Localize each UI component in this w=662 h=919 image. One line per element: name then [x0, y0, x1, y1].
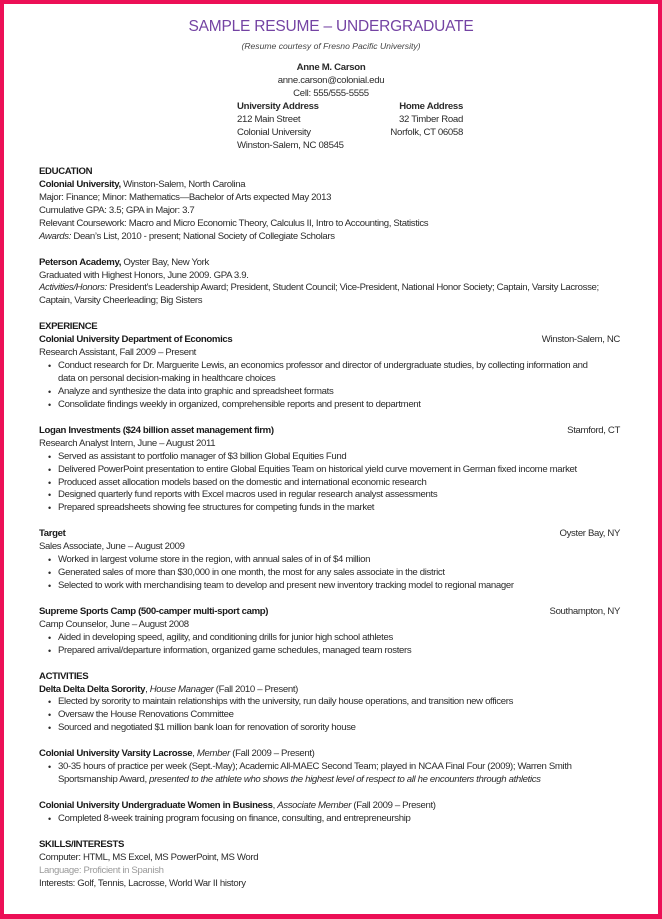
- section-heading: EDUCATION: [39, 166, 93, 177]
- bullet-item: • Elected by sorority to maintain relationships with the university, run daily house operations, and transition new officers: [58, 696, 620, 709]
- job-entry: [39, 606, 620, 658]
- candidate-name: Anne M. Carson: [296, 62, 366, 73]
- home-address-line: 32 Timber Road: [398, 113, 463, 125]
- activity-org: Colonial University Varsity Lacrosse: [39, 748, 193, 760]
- school-name: Peterson Academy,: [39, 256, 122, 268]
- education-activities: [39, 282, 620, 295]
- address-block: [237, 101, 463, 153]
- bullet-item: • Designed quarterly fund reports with Excel macros used in regular research analyst assessments: [58, 489, 620, 502]
- activity-dates: (Fall 2009 – Present): [351, 799, 436, 811]
- bullet-item: • Analyze and synthesize the data into graphic and spreadsheet formats: [58, 386, 620, 399]
- activity-role: Associate Member: [277, 799, 352, 811]
- job-org: Logan Investments ($24 billion asset management firm): [39, 424, 274, 436]
- section-heading: EXPERIENCE: [39, 321, 98, 333]
- activity-entry: Delta Delta Delta Sorority, House Manager (Fall 2010 – Present) • Elected by sorority to maintain relationships with the university, run daily house operations, and transition new officers • Oversaw the House Renovations Committee • Sourced and negotiated $1 million bank loan for renovation of sorority house: [39, 684, 620, 736]
- skills-section: [39, 839, 620, 891]
- education-awards: [39, 231, 620, 244]
- job-bullets: [39, 360, 620, 412]
- bullet-item: • Selected to work with merchandising team to develop and present new inventory tracking model to regional manager: [58, 580, 620, 593]
- bullet-item: • Delivered PowerPoint presentation to entire Global Equities Team on historical yield curve movement in German fixed income market: [58, 464, 620, 477]
- education-section: [39, 166, 620, 308]
- bullet-item: • Consolidate findings weekly in organized, comprehensible reports and present to department: [58, 399, 620, 412]
- bullet-item: • Completed 8-week training program focusing on finance, consulting, and entrepreneurship: [58, 813, 620, 826]
- skills-computer: Computer: HTML, MS Excel, MS PowerPoint, MS Word: [39, 851, 259, 863]
- bullet-item: • Conduct research for Dr. Marguerite Lewis, an economics professor and director of undergraduate studies, by collecting information and: [58, 360, 620, 373]
- job-entry: [39, 425, 620, 516]
- job-location: Stamford, CT: [567, 424, 620, 436]
- activity-bullets: [39, 813, 620, 826]
- job-entry: [39, 334, 620, 412]
- school-location: Winston-Salem, North Carolina: [120, 178, 246, 190]
- job-org: Supreme Sports Camp (500-camper multi-sport camp): [39, 605, 269, 617]
- home-address-line: Norfolk, CT 06058: [390, 126, 463, 138]
- job-role: Research Analyst Intern, June – August 2011: [39, 437, 216, 449]
- bullet-item: • Oversaw the House Renovations Committee: [58, 709, 620, 722]
- school-entry: [39, 179, 620, 192]
- candidate-cell: Cell: 555/555-5555: [293, 87, 369, 99]
- job-bullets: [39, 632, 620, 658]
- job-org: Colonial University Department of Economics: [39, 334, 233, 346]
- activity-bullets: [39, 761, 620, 787]
- section-heading: ACTIVITIES: [39, 670, 89, 682]
- activity-bullets: [39, 696, 620, 735]
- bullet-item: • Generated sales of more than $30,000 in one month, the most for any sales associate in the district: [58, 567, 620, 580]
- resume-subtitle: (Resume courtesy of Fresno Pacific University): [241, 41, 421, 51]
- education-detail: Relevant Coursework: Macro and Micro Economic Theory, Calculus II, Intro to Accounting, Statistics: [39, 217, 429, 229]
- bullet-item: • Sourced and negotiated $1 million bank loan for renovation of sorority house: [58, 722, 620, 735]
- bullet-item: • Produced asset allocation models based on the domestic and international economic research: [58, 477, 620, 490]
- bullet-item-continuation: data on personal decision-making in healthcare choices: [58, 373, 276, 384]
- bullet-item: • Worked in largest volume store in the region, with annual sales of in of $4 million: [58, 554, 620, 567]
- education-detail: Graduated with Highest Honors, June 2009. GPA 3.9.: [39, 269, 249, 281]
- job-role: Research Assistant, Fall 2009 – Present: [39, 347, 196, 359]
- bullet-item: • Served as assistant to portfolio manager of $3 billion Global Equities Fund: [58, 451, 620, 464]
- activities-label: Activities/Honors:: [39, 282, 107, 294]
- activity-role: Member: [196, 748, 230, 760]
- skills-interests: Interests: Golf, Tennis, Lacrosse, World War II history: [39, 877, 246, 889]
- activities-text: President’s Leadership Award; President, Student Council; Vice-President, National Honor Society; Captain, Varsity Lacrosse;: [106, 282, 599, 294]
- candidate-email: anne.carson@colonial.edu: [277, 74, 385, 86]
- experience-section: [39, 321, 620, 657]
- job-role: Camp Counselor, June – August 2008: [39, 618, 189, 630]
- awards-label: Awards:: [39, 230, 72, 242]
- resume-title: SAMPLE RESUME – UNDERGRADUATE: [188, 18, 474, 35]
- activity-org: Delta Delta Delta Sorority: [39, 683, 146, 695]
- school-location: Oyster Bay, New York: [121, 256, 209, 268]
- awards-text: Dean’s List, 2010 - present; National Society of Collegiate Scholars: [71, 230, 335, 242]
- university-address-line: Colonial University: [237, 126, 311, 138]
- school-entry: [39, 257, 620, 270]
- home-address-label: Home Address: [399, 101, 463, 112]
- bullet-item: • Prepared spreadsheets showing fee structures for competing funds in the market: [58, 502, 620, 515]
- bullet-item-continuation: Sportsmanship Award, presented to the athlete who shows the highest level of respect to all he encounters through athletics: [58, 774, 541, 786]
- education-detail: Major: Finance; Minor: Mathematics—Bachelor of Arts expected May 2013: [39, 191, 332, 203]
- job-location: Winston-Salem, NC: [541, 334, 620, 346]
- university-address-line: Winston-Salem, NC 08545: [237, 139, 344, 151]
- university-address: [237, 101, 344, 153]
- activity-org: Colonial University Undergraduate Women in Business: [39, 799, 273, 811]
- education-activities-cont: Captain, Varsity Cheerleading; Big Sisters: [39, 295, 203, 307]
- education-detail: Cumulative GPA: 3.5; GPA in Major: 3.7: [39, 204, 195, 216]
- activity-role: House Manager: [149, 683, 214, 695]
- job-location: Oyster Bay, NY: [559, 528, 620, 540]
- activities-section: [39, 671, 620, 826]
- bullet-item: • 30-35 hours of practice per week (Sept.-May); Academic All-MAEC Second Team; played in NCAA Final Four (2009); Warren Smith: [58, 761, 620, 774]
- activity-entry: Colonial University Varsity Lacrosse, Member (Fall 2009 – Present) • 30-35 hours of practice per week (Sept.-May); Academic All-MAEC Second Team; played in NCAA Final Four (2009); Warren Smith Sportsmanship Award, presented to the athlete who shows the highest level of respect to all he encounters through athletics: [39, 748, 620, 787]
- bullet-item: • Prepared arrival/departure information, organized game schedules, managed team rosters: [58, 645, 620, 658]
- university-address-label: University Address: [237, 101, 319, 112]
- bullet-item: • Aided in developing speed, agility, and conditioning drills for junior high school athletes: [58, 632, 620, 645]
- section-heading: SKILLS/INTERESTS: [39, 838, 125, 850]
- activity-dates: (Fall 2009 – Present): [229, 748, 315, 760]
- activity-dates: (Fall 2010 – Present): [213, 683, 298, 695]
- job-bullets: [39, 554, 620, 593]
- university-address-line: 212 Main Street: [237, 113, 301, 125]
- home-address: [390, 101, 463, 153]
- job-bullets: [39, 451, 620, 516]
- skills-language: Language: Proficient in Spanish: [39, 864, 164, 876]
- job-entry: [39, 528, 620, 593]
- job-org: Target: [39, 528, 66, 540]
- job-role: Sales Associate, June – August 2009: [39, 541, 185, 553]
- activity-entry: Colonial University Undergraduate Women in Business, Associate Member (Fall 2009 – Present) • Completed 8-week training program focusing on finance, consulting, and entrepreneurship: [39, 800, 620, 826]
- resume-body: [39, 166, 620, 891]
- job-location: Southampton, NY: [549, 605, 620, 617]
- school-name: Colonial University,: [39, 178, 121, 190]
- contact-block: [4, 62, 658, 101]
